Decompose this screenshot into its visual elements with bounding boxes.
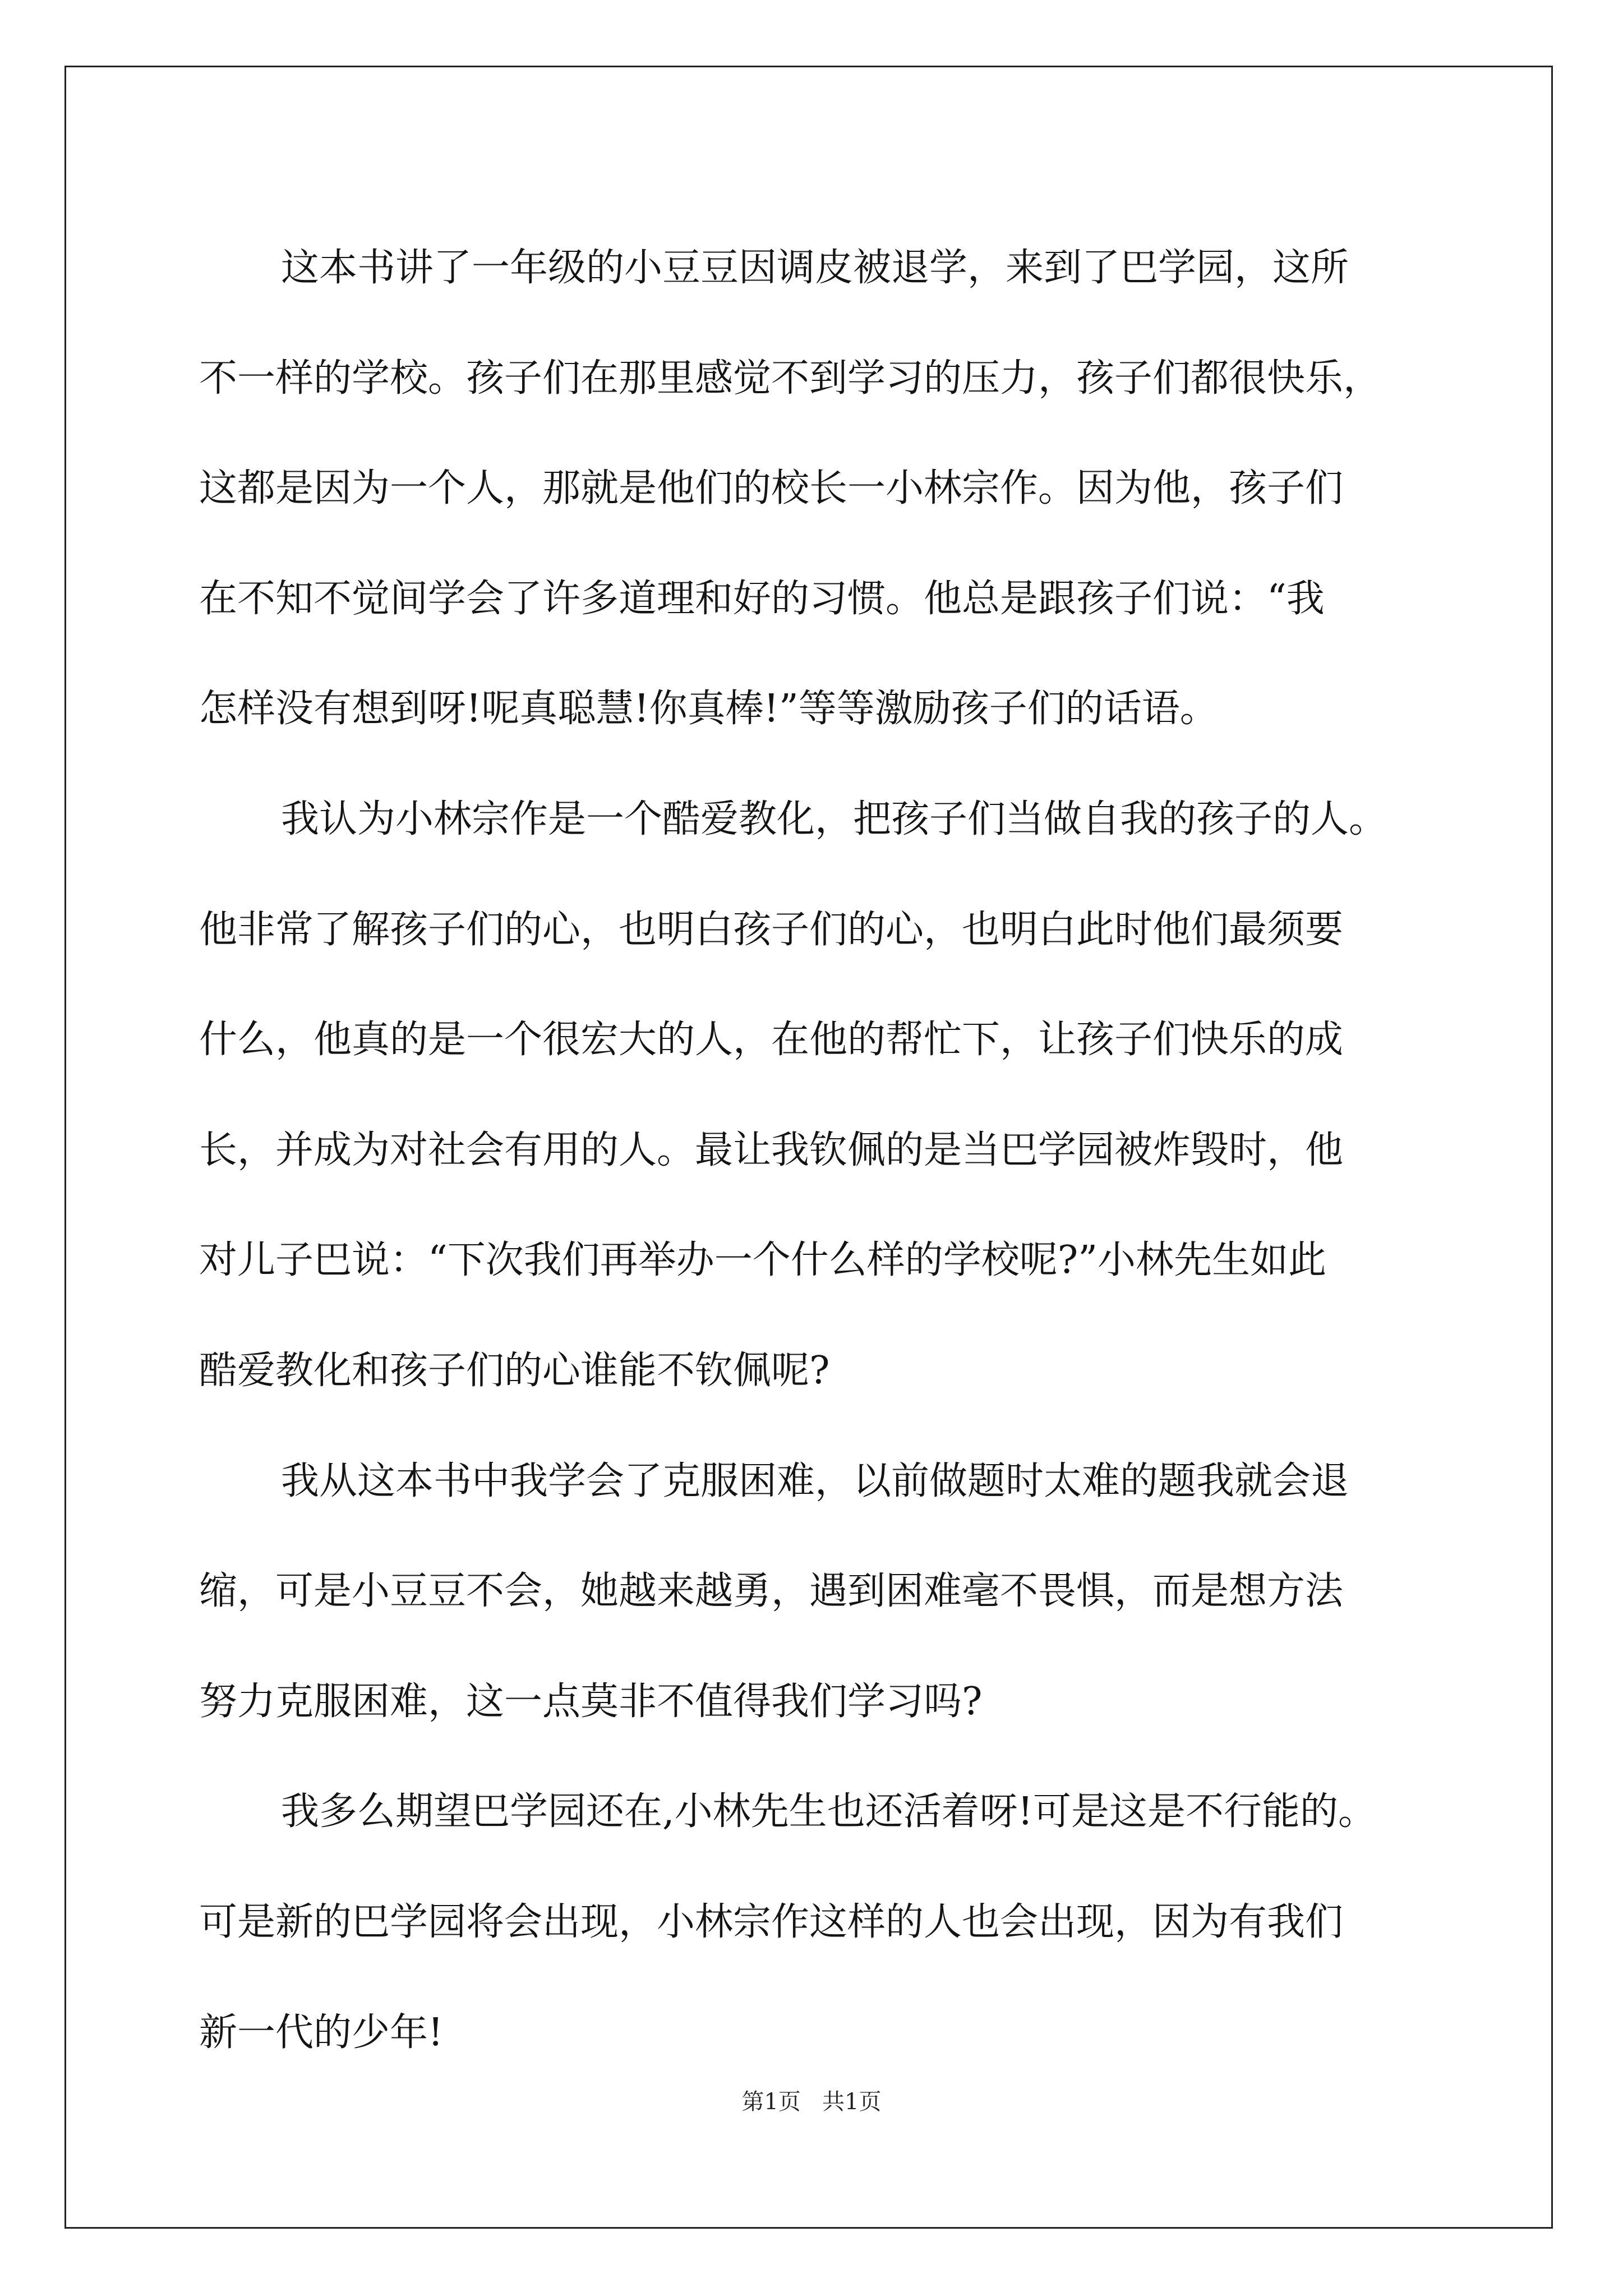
paragraph-line: 对儿子巴说：“下次我们再举办一个什么样的学校呢?”小林先生如此 — [199, 1238, 1326, 1283]
paragraph-line: 在不知不觉间学会了许多道理和好的习惯。他总是跟孩子们说：“我 — [199, 576, 1325, 621]
paragraph-line: 不一样的学校。孩子们在那里感觉不到学习的压力，孩子们都很快乐， — [199, 356, 1382, 401]
paragraph-line: 我多么期望巴学园还在,小林先生也还活着呀!可是这是不行能的。 — [281, 1789, 1376, 1834]
paragraph-line: 什么，他真的是一个很宏大的人，在他的帮忙下，让孩子们快乐的成 — [199, 1018, 1344, 1062]
paragraph-line: 可是新的巴学园将会出现，小林宗作这样的人也会出现，因为有我们 — [199, 1899, 1344, 1944]
paragraph-line: 缩，可是小豆豆不会，她越来越勇，遇到困难毫不畏惧，而是想方法 — [199, 1569, 1344, 1614]
page-number-footer: 第1页 共1页 — [741, 2089, 882, 2115]
paragraph-line: 怎样没有想到呀!呢真聪慧!你真棒!”等等激励孩子们的话语。 — [199, 687, 1218, 731]
paragraph-line: 这都是因为一个人，那就是他们的校长一小林宗作。因为他，孩子们 — [199, 466, 1344, 511]
paragraph-line: 酷爱教化和孩子们的心谁能不钦佩呢? — [199, 1348, 830, 1393]
paragraph-line: 这本书讲了一年级的小豆豆因调皮被退学，来到了巴学园，这所 — [281, 246, 1349, 290]
paragraph-line: 我从这本书中我学会了克服困难，以前做题时太难的题我就会退 — [281, 1458, 1349, 1503]
document-body — [199, 213, 1447, 2088]
paragraph-line: 他非常了解孩子们的心，也明白孩子们的心，也明白此时他们最须要 — [199, 907, 1344, 952]
paragraph-line: 长，并成为对社会有用的人。最让我钦佩的是当巴学园被炸毁时，他 — [199, 1128, 1344, 1172]
paragraph-line: 新一代的少年! — [199, 2010, 444, 2055]
paragraph-line: 努力克服困难，这一点莫非不值得我们学习吗? — [199, 1679, 983, 1724]
paragraph-line: 我认为小林宗作是一个酷爱教化，把孩子们当做自我的孩子的人。 — [281, 797, 1387, 841]
